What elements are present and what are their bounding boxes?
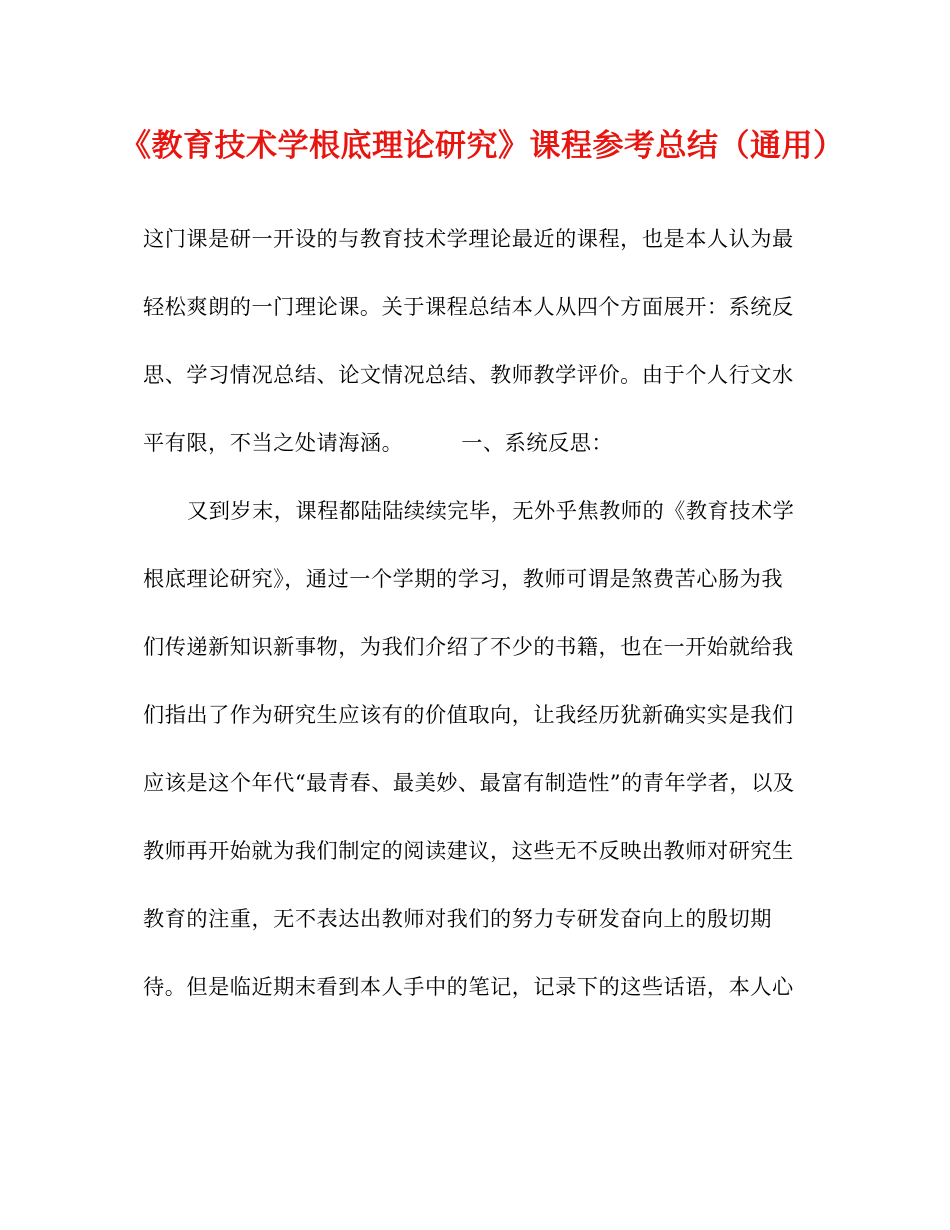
document-title: 《教育技术学根底理论研究》课程参考总结（通用） bbox=[120, 128, 845, 164]
intro-paragraph bbox=[143, 205, 798, 477]
section-heading: 一、系统反思： bbox=[461, 430, 614, 455]
body-paragraph: 又到岁末，课程都陆陆续续完毕，无外乎焦教师的《教育技术学根底理论研究》，通过一个学期的学习，教师可谓是煞费苦心肠为我们传递新知识新事物，为我们介绍了不少的书籍，也在一开始就给我们指出了作为研究生应该有的价值取向，让我经历犹新确实实是我们应该是这个年代“最青春、最美妙、最富有制造性”的青年学者，以及教师再开始就为我们制定的阅读建议，这些无不反映出教师对研究生教育的注重，无不表达出教师对我们的努力专研发奋向上的殷切期待。但是临近期末看到本人手中的笔记，记录下的这些话语，本人心 bbox=[143, 498, 795, 999]
intro-text: 这门课是研一开设的与教育技术学理论最近的课程，也是本人认为最轻松爽朗的一门理论课。关于课程总结本人从四个方面展开：系统反思、学习情况总结、论文情况总结、教师教学评价。由于个人行文水平有限，不当之处请海涵。 bbox=[143, 226, 794, 455]
